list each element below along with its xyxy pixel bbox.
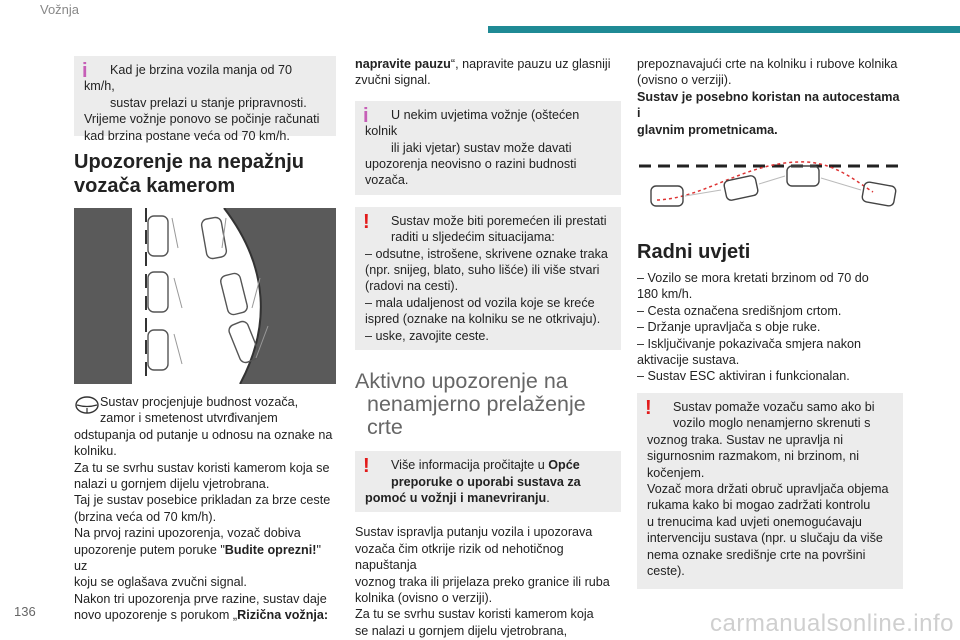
info-box-conditions: i U nekim uvjetima vožnje (oštećen kolnik ili jaki vjetar) sustav može davati upozorenja neovisno o razini budnosti vozača. xyxy=(355,101,621,195)
column-1 xyxy=(74,56,336,624)
warning-icon: ! xyxy=(363,210,370,233)
warning-box-disturbance: ! Sustav može biti poremećen ili prestati raditi u sljedećim situacijama: – odsutne, istrošene, skrivene oznake traka (npr. snijeg, blato, suho lišće) ili više stvari (radovi na cesti). – mala udaljenost od vozila koje se kreće ispred (oznake na kolniku se ne otkrivaju). – uske, zavojite ceste. xyxy=(355,207,621,350)
section-heading-attention: Upozorenje na nepažnju vozača kamerom xyxy=(74,151,305,197)
lane-correction-graphic xyxy=(637,152,903,216)
lane-drift-graphic xyxy=(74,208,336,384)
column-2 xyxy=(355,56,621,639)
lane-body-text: Sustav ispravlja putanju vozila i upozorava vozača čim otkrije rizik od nehotičnog napuštanja voznog traka ili prijelaza preko granice ili ruba kolnika (ovisno o verziji). Za tu se svrhu sustav koristi kamerom koja se nalazi u gornjem dijelu vjetrobrana, xyxy=(355,525,610,638)
warning-icon: ! xyxy=(363,455,370,478)
warning-box-assist: ! Sustav pomaže vozaču samo ako bi vozilo moglo nenamjerno skrenuti s voznog traka. Sustav ne upravlja ni sigurnosnim razmakom, ni brzinom, ni kočenjem. Vozač mora držati obruč upravljača objema rukama kako bi mogao zadržati kontrolu u trenucima kad uvjeti onemogućavaju intervenciju sustava (npr. u slučaju da više nema oznake središnje crte na površini ceste). xyxy=(637,393,903,589)
info-icon: i xyxy=(82,60,88,82)
section-header: Vožnja xyxy=(40,2,80,17)
section-heading-lane: Aktivno upozorenje na nenamjerno prelaženje crte xyxy=(355,369,586,440)
steering-wheel-icon xyxy=(74,394,100,416)
driver-attention-illustration xyxy=(74,208,336,384)
section-heading-conditions: Radni uvjeti xyxy=(637,241,751,264)
page-number: 136 xyxy=(14,604,36,619)
header-accent-bar xyxy=(488,26,960,33)
info-box-standby: i Kad je brzina vozila manja od 70 km/h, sustav prelazi u stanje pripravnosti. Vrijeme vožnje ponovo se počinje računati kad brzina postane veća od 70 km/h. xyxy=(74,56,336,136)
conditions-list: – Vozilo se mora kretati brzinom od 70 do 180 km/h. – Cesta označena središnjom crtom. – Držanje upravljača s obje ruke. – Isključivanje pokazivača smjera nakon aktivacije sustava. – Sustav ESC aktiviran i funkcionalan. xyxy=(637,271,869,384)
attention-body-text: Sustav procjenjuje budnost vozača, zamor i smetenost utvrđivanjem odstupanja od putanje u odnosu na oznake na kolniku. Za tu se svrhu sustav koristi kamerom koja se nalazi u gornjem dijelu vjetrobrana. Taj je sustav posebice prikladan za brze ceste (brzina veća od 70 km/h). Na prvoj razini upozorenja, vozač dobiva upozorenje putem poruke "Budite oprezni!" uz koju se oglašava zvučni signal. Nakon tri upozorenja prve razine, sustav daje novo upozorenje s porukom „Rizična vožnja: xyxy=(74,395,333,623)
warning-icon: ! xyxy=(645,396,652,419)
warning-box-recommendations: ! Više informacija pročitajte u Opće preporuke o uporabi sustava za pomoć u vožnji i manevriranju. xyxy=(355,451,621,512)
pause-text-2: zvučni signal. xyxy=(355,73,431,88)
lane-correction-illustration xyxy=(637,152,903,216)
info-icon: i xyxy=(363,104,369,127)
watermark: carmanualsonline.info xyxy=(710,610,954,637)
pause-text: napravite pauzu“, napravite pauzu uz glasniji xyxy=(355,57,611,71)
column-3 xyxy=(637,56,903,589)
lane-intro-text: prepoznavajući crte na kolniku i rubove kolnika (ovisno o verziji). Sustav je posebno koristan na autocestama i glavnim prometnicama. xyxy=(637,57,900,137)
